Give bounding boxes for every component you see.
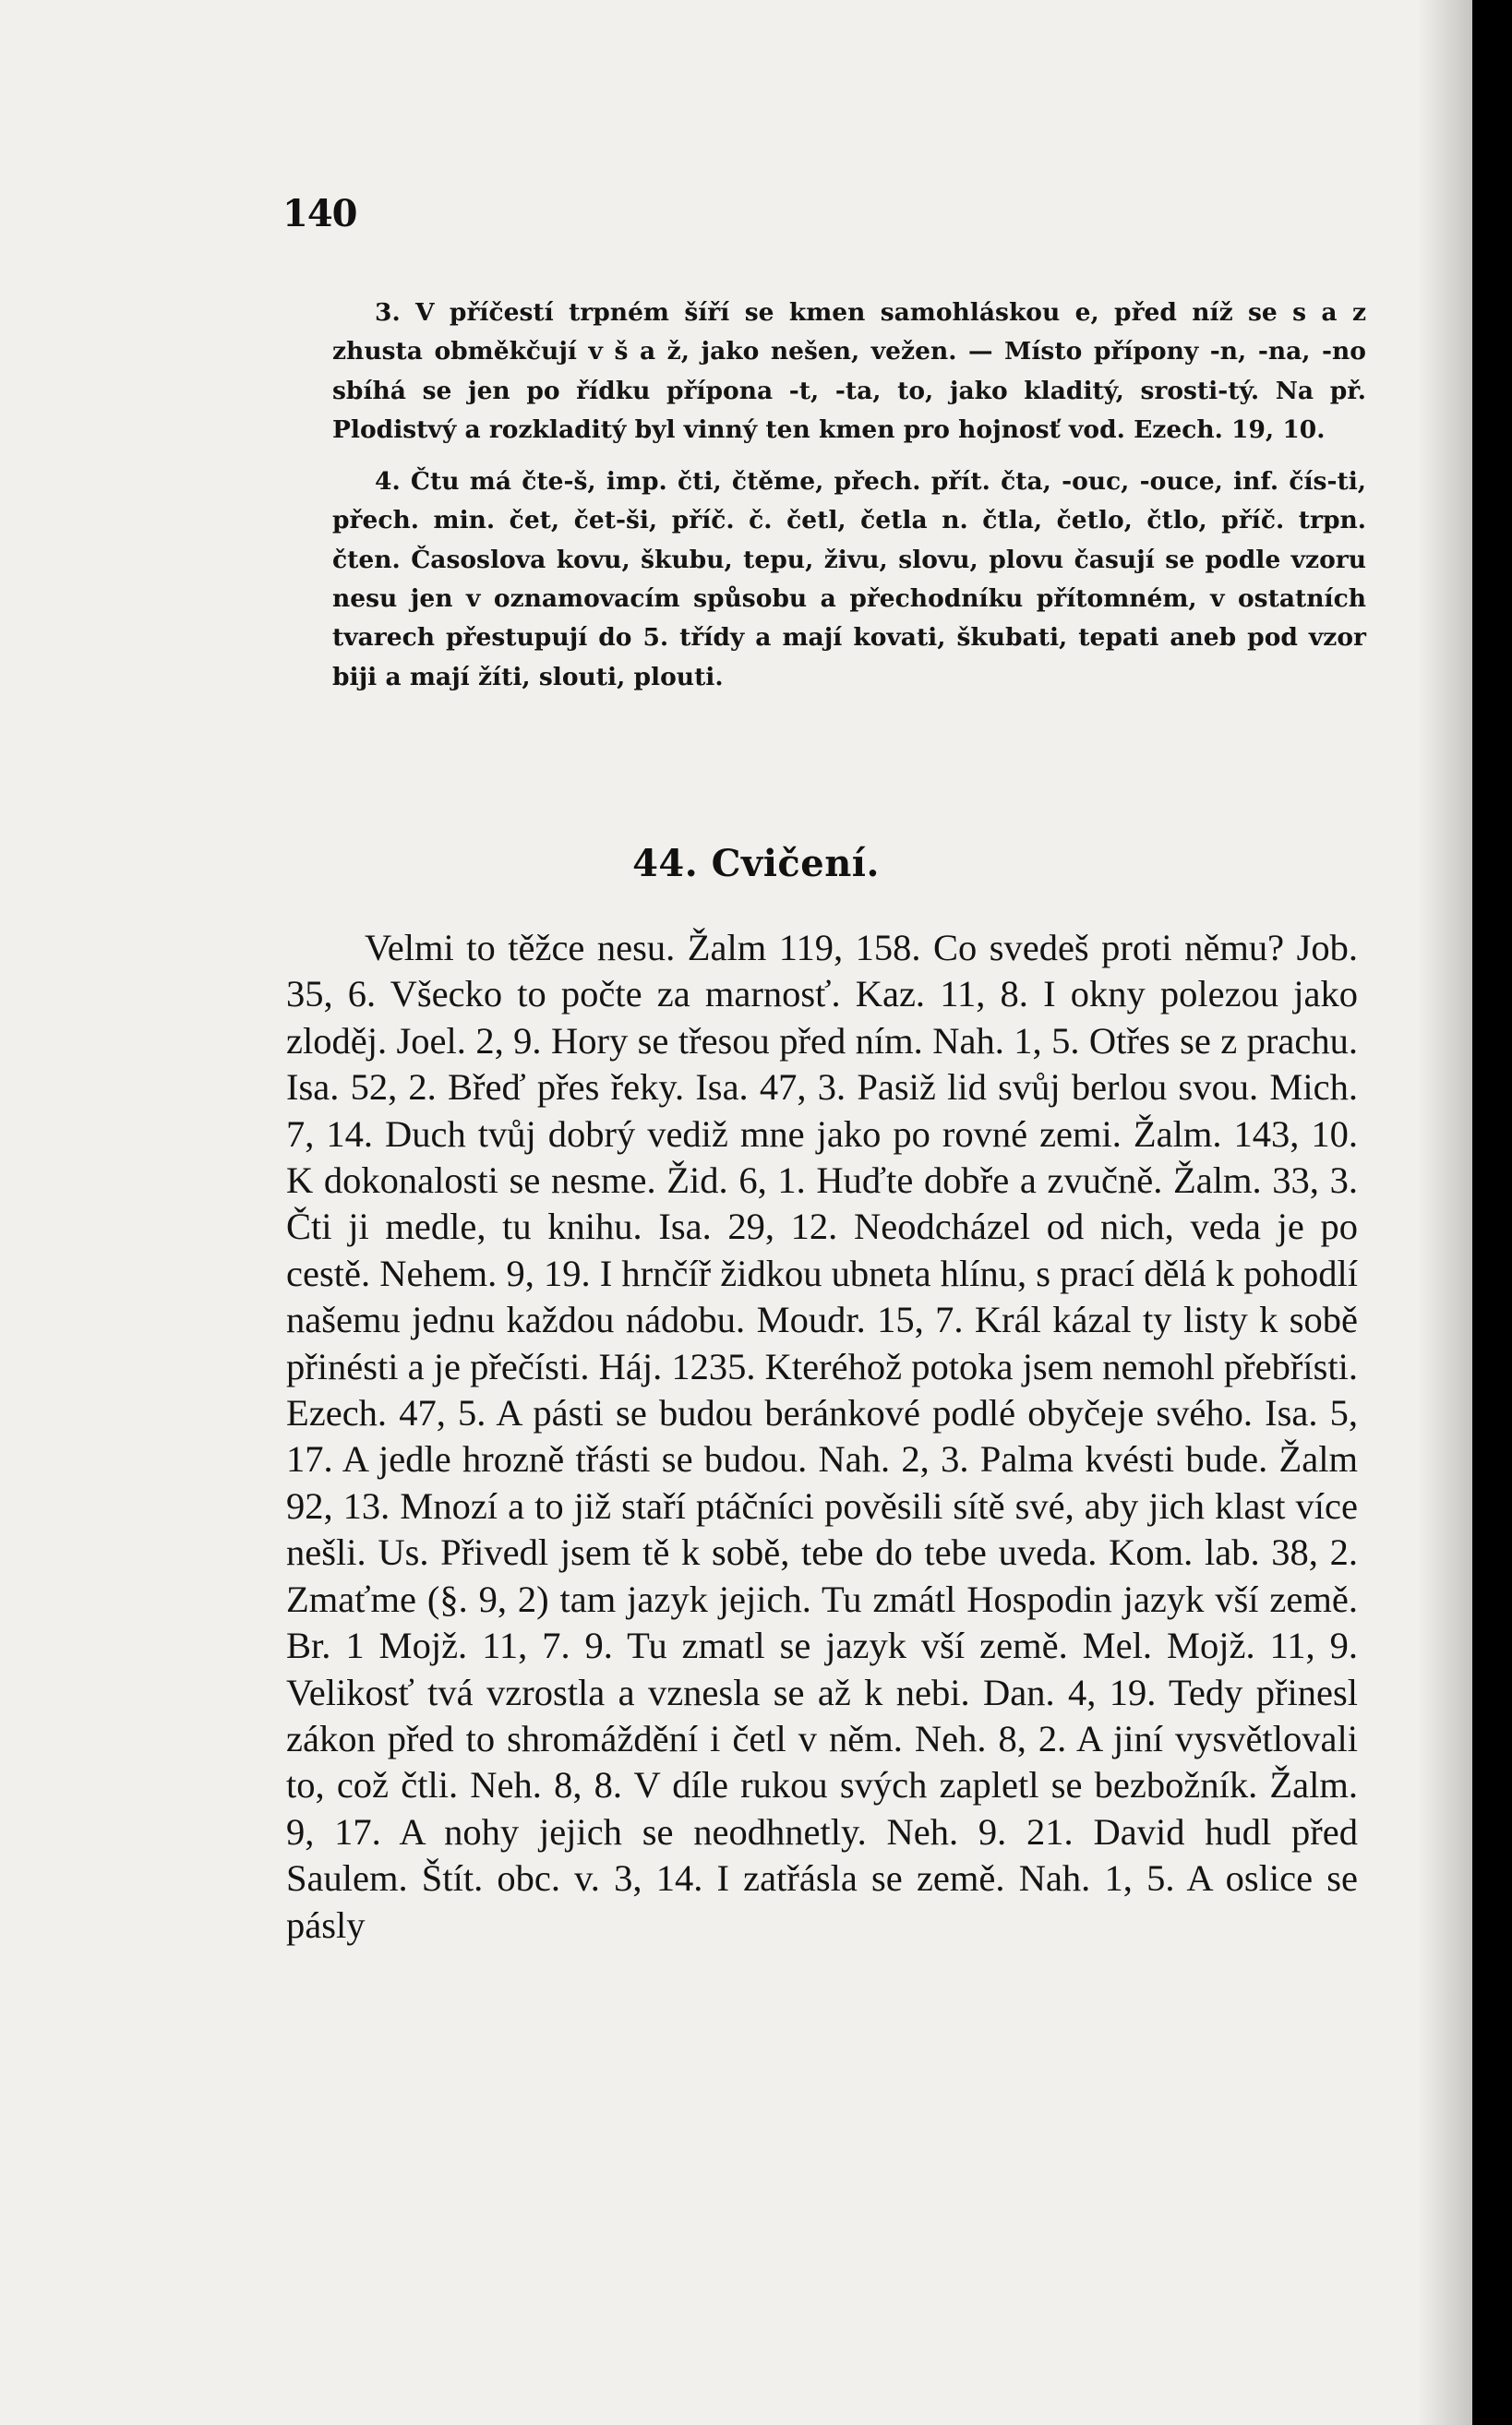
- note-paragraph-4: 4. Čtu má čte-š, imp. čti, čtěme, přech. přít. čta, -ouc, -ouce, inf. čís-ti, přech. min. čet, čet-ši, příč. č. četl, četla n. čtla, četlo, čtlo, příč. trpn. čten. Časoslova kovu, škubu, tepu, živu, slovu, plovu časují se podle vzoru nesu jen v oznamovacím spůsobu a přechodníku přítomném, v ostatních tvarech přestupují do 5. třídy a mají kovati, škubati, tepati aneb pod vzor biji a mají žíti, slouti, plouti.: [332, 467, 1366, 691]
- note-paragraph-3: 3. V příčestí trpném šíří se kmen samohláskou e, před níž se s a z zhusta obměkčují v š a ž, jako nešen, vežen. — Místo přípony -n, -na, -no sbíhá se jen po řídku přípona -t, -ta, to, jako kladitý, srosti-tý. Na př. Plodistvý a rozkladitý byl vinný ten kmen pro hojnosť vod. Ezech. 19, 10.: [332, 298, 1366, 444]
- exercise-paragraph: Velmi to těžce nesu. Žalm 119, 158. Co svedeš proti němu? Job. 35, 6. Všecko to počte za marnosť. Kaz. 11, 8. I okny polezou jako zloděj. Joel. 2, 9. Hory se třesou před ním. Nah. 1, 5. Otřes se z prachu. Isa. 52, 2. Břeď přes řeky. Isa. 47, 3. Pasiž lid svůj berlou svou. Mich. 7, 14. Duch tvůj dobrý vediž mne jako po rovné zemi. Žalm. 143, 10. K dokonalosti se nesme. Žid. 6, 1. Huďte dobře a zvučně. Žalm. 33, 3. Čti ji medle, tu knihu. Isa. 29, 12. Neodcházel od nich, veda je po cestě. Nehem. 9, 19. I hrnčíř židkou ubneta hlínu, s prací dělá k pohodlí našemu jednu každou nádobu. Moudr. 15, 7. Král kázal ty listy k sobě přinésti a je přečísti. Háj. 1235. Kteréhož potoka jsem nemohl přebřísti. Ezech. 47, 5. A pásti se budou beránkové podlé obyčeje svého. Isa. 5, 17. A jedle hrozně třásti se budou. Nah. 2, 3. Palma kvésti bude. Žalm 92, 13. Mnozí a to již staří ptáčníci pověsili sítě své, aby jich klast více nešli. Us. Přivedl jsem tě k sobě, tebe do tebe uveda. Kom. lab. 38, 2. Zmaťme (§. 9, 2) tam jazyk jejich. Tu zmátl Hospodin jazyk vší země. Br. 1 Mojž. 11, 7. 9. Tu zmatl se jazyk vší země. Mel. Mojž. 11, 9. Velikosť tvá vzrostla a vznesla se až k nebi. Dan. 4, 19. Tedy přinesl zákon před to shromáždění i četl v něm. Neh. 8, 2. A jiní vysvětlovali to, což čtli. Neh. 8, 8. V díle rukou svých zapletl se bezbožník. Žalm. 9, 17. A nohy jejich se neodhnetly. Neh. 9. 21. David hudl před Saulem. Štít. obc. v. 3, 14. I zatřásla se země. Nah. 1, 5. A oslice se pásly: [286, 927, 1358, 1946]
- section-heading: 44. Cvičení.: [632, 842, 880, 885]
- exercise-text: [286, 925, 1358, 1949]
- grammar-notes: [332, 294, 1366, 697]
- page-number: 140: [282, 192, 357, 235]
- binding-shadow: [1417, 0, 1472, 2425]
